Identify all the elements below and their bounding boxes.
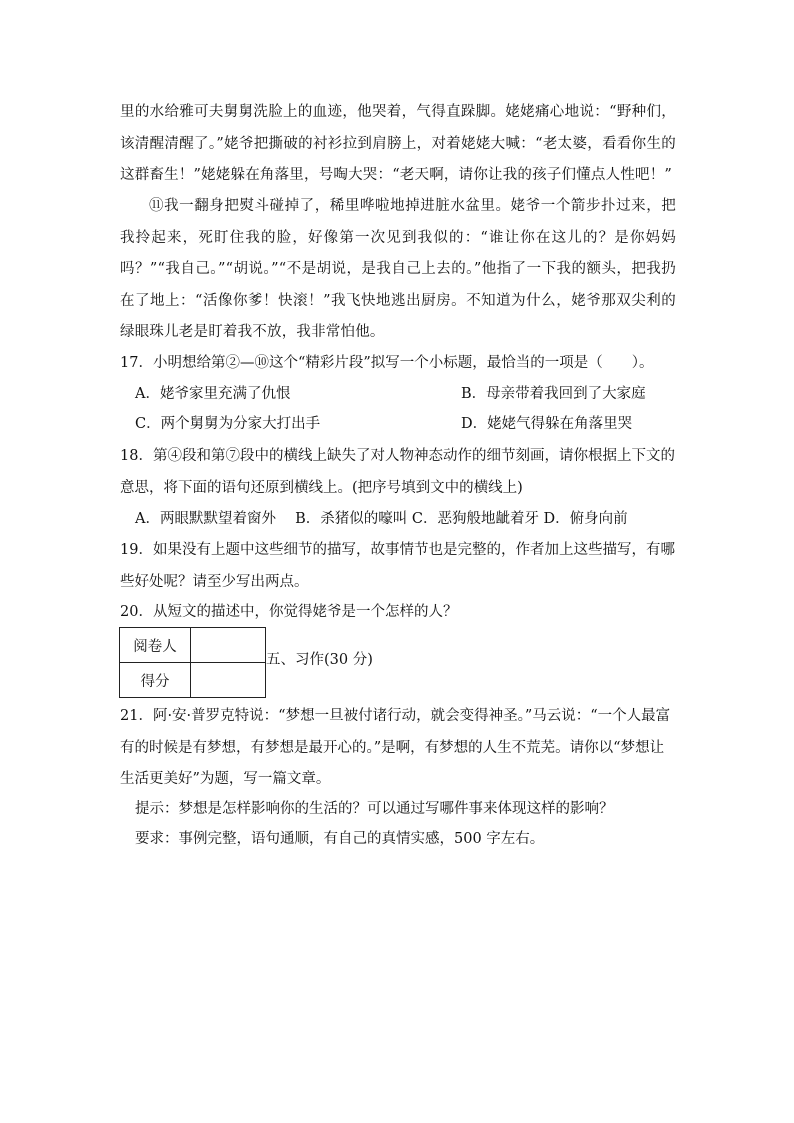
question-19: 19．如果没有上题中这些细节的描写，故事情节也是完整的，作者加上这些描写，有哪些好处呢？请至少写出两点。 [120, 542, 675, 590]
q17-option-c: C．两个舅舅为分家大打出手 [135, 416, 321, 432]
q17-option-a: A．姥爷家里充满了仇恨 [135, 386, 291, 402]
score-label: 得分 [120, 663, 191, 698]
q17-option-d: D．姥姥气得躲在角落里哭 [461, 416, 633, 432]
q17-option-b: B．母亲带着我回到了大家庭 [461, 386, 646, 402]
q18-options: A．两眼默默望着窗外 B．杀猪似的嚎叫 C．恶狗般地龇着牙 D．俯身向前 [135, 511, 628, 527]
score-field[interactable] [191, 663, 266, 698]
reviewer-label: 阅卷人 [120, 628, 191, 663]
question-21: 21．阿·安·普罗克特说：“梦想一旦被付诸行动，就会变得神圣。”马云说：“一个人最富有的时候是有梦想，有梦想是最开心的。”是啊，有梦想的人生不荒芜。请你以“梦想让生活更美好”为题，写一篇文章。 [120, 708, 671, 787]
q21-hint: 提示：梦想是怎样影响你的生活的？可以通过写哪件事来体现这样的影响？ [135, 801, 614, 817]
question-17: 17．小明想给第②—⑩这个“精彩片段”拟写一个小标题，最恰当的一项是（ ）。 [120, 355, 654, 371]
q21-requirement: 要求：事例完整，语句通顺，有自己的真情实感，500 字左右。 [135, 831, 545, 847]
question-20: 20．从短文的描述中，你觉得姥爷是一个怎样的人？ [120, 604, 458, 620]
question-18: 18．第④段和第⑦段中的横线上缺失了对人物神态动作的细节刻画，请你根据上下文的意思，将下面的语句还原到横线上。(把序号填到文中的横线上) [120, 448, 675, 496]
reviewer-field[interactable] [191, 628, 266, 663]
grading-table [119, 627, 266, 698]
section-title-composition: 五、习作(30 分) [266, 652, 373, 668]
passage-paragraph-10: 里的水给雅可夫舅舅洗脸上的血迹，他哭着，气得直跺脚。姥姥痛心地说：“野种们，该清醒清醒了。”姥爷把撕破的衬衫拉到肩膀上，对着姥姥大喊：“老太婆，看看你生的这群畜生！”姥姥躲在角落里，号啕大哭：“老天啊，请你让我的孩子们懂点人性吧！” [120, 104, 676, 183]
passage-paragraph-11: ⑪我一翻身把熨斗碰掉了，稀里哗啦地掉进脏水盆里。姥爷一个箭步扑过来，把我拎起来，死盯住我的脸，好像第一次见到我似的：“谁让你在这儿的？是你妈妈吗？”“我自己。”“胡说。”“不是胡说，是我自己上去的。”他指了一下我的额头，把我扔在了地上：“活像你爹！快滚！”我飞快地逃出厨房。不知道为什么，姥爷那双尖利的绿眼珠儿老是盯着我不放，我非常怕他。 [120, 198, 676, 340]
